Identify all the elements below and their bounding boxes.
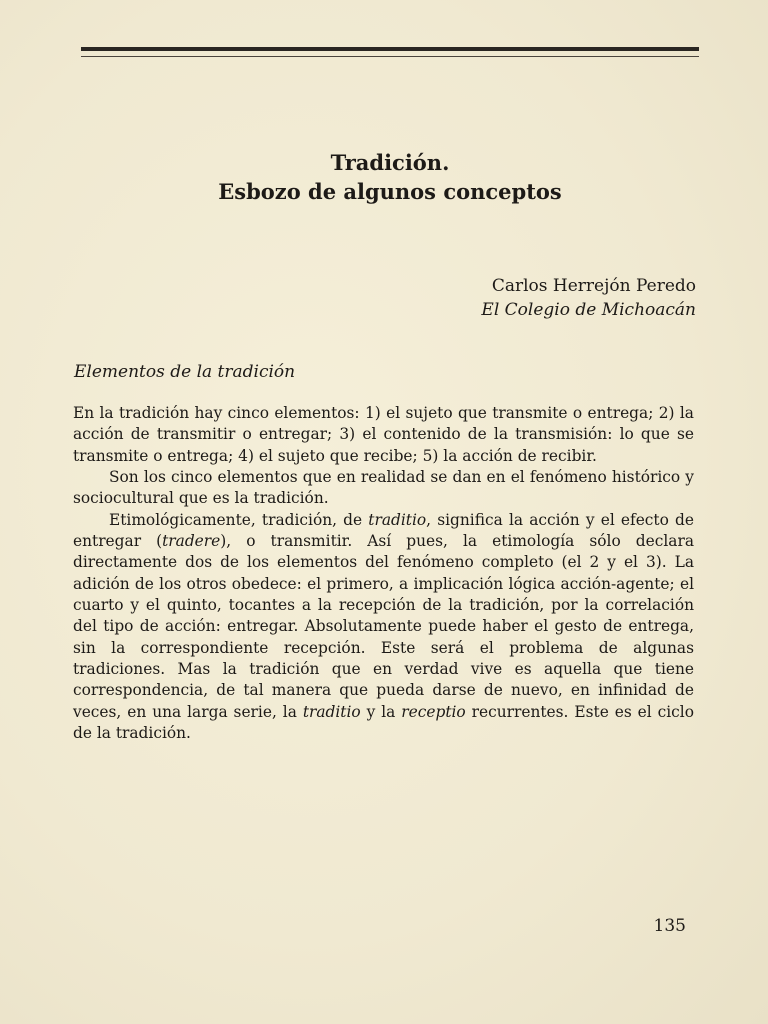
paragraph-segment: y la — [360, 702, 402, 721]
paragraph-segment: ), o transmitir. Así pues, la etimología sólo declara directamente dos de los elementos del fenómeno completo (el 2 y el 3). La adición de los otros obedece: el primero, a implicación lógica acción-agente; el cuarto y el quinto, tocantes a la recepción de la tradición, por la correlación del tipo de acción: entregar. Absolutamente puede haber el gesto de entrega, sin la correspondiente recepción. Este será el problema de algunas tradiciones. Mas la tradición que en verdad vive es aquella que tiene correspondencia, de tal manera que pueda darse de nuevo, en infinidad de veces, en una larga serie, la — [73, 532, 694, 721]
header-rule-thin — [81, 56, 699, 57]
title-line-2: Esbozo de algunos conceptos — [218, 179, 562, 204]
paragraph-segment: , significa la acción y el efecto de entregar ( — [73, 510, 694, 551]
author-name: Carlos Herrejón Peredo — [491, 276, 696, 296]
chapter-title — [80, 148, 700, 206]
page-number: 135 — [653, 916, 686, 936]
body-text — [73, 403, 694, 745]
author-block — [481, 274, 696, 322]
title-line-1: Tradición. — [330, 150, 450, 175]
latin-term: tradere — [162, 532, 221, 551]
paragraph-3 — [73, 510, 694, 745]
latin-term: traditio — [302, 702, 361, 721]
paragraph-2 — [73, 467, 694, 510]
paragraph-segment: Etimológicamente, tradición, de — [109, 510, 369, 529]
header-rule-thick — [81, 47, 699, 51]
author-institution: El Colegio de Michoacán — [481, 300, 696, 320]
paragraph-1 — [73, 403, 694, 467]
paragraph-segment: En la tradición hay cinco elementos: 1) el sujeto que transmite o entrega; 2) la acción de transmitir o entregar; 3) el contenido de la transmisión: lo que se transmite o entrega; 4) el sujeto que recibe; 5) la acción de recibir. — [73, 404, 694, 465]
latin-term: receptio — [401, 702, 466, 721]
latin-term: traditio — [368, 510, 427, 529]
section-heading: Elementos de la tradición — [74, 362, 296, 382]
paragraph-segment: recurrentes. Este es el ciclo de la tradición. — [73, 702, 694, 743]
paragraph-segment: Son los cinco elementos que en realidad se dan en el fenómeno histórico y sociocultural que es la tradición. — [73, 468, 694, 508]
